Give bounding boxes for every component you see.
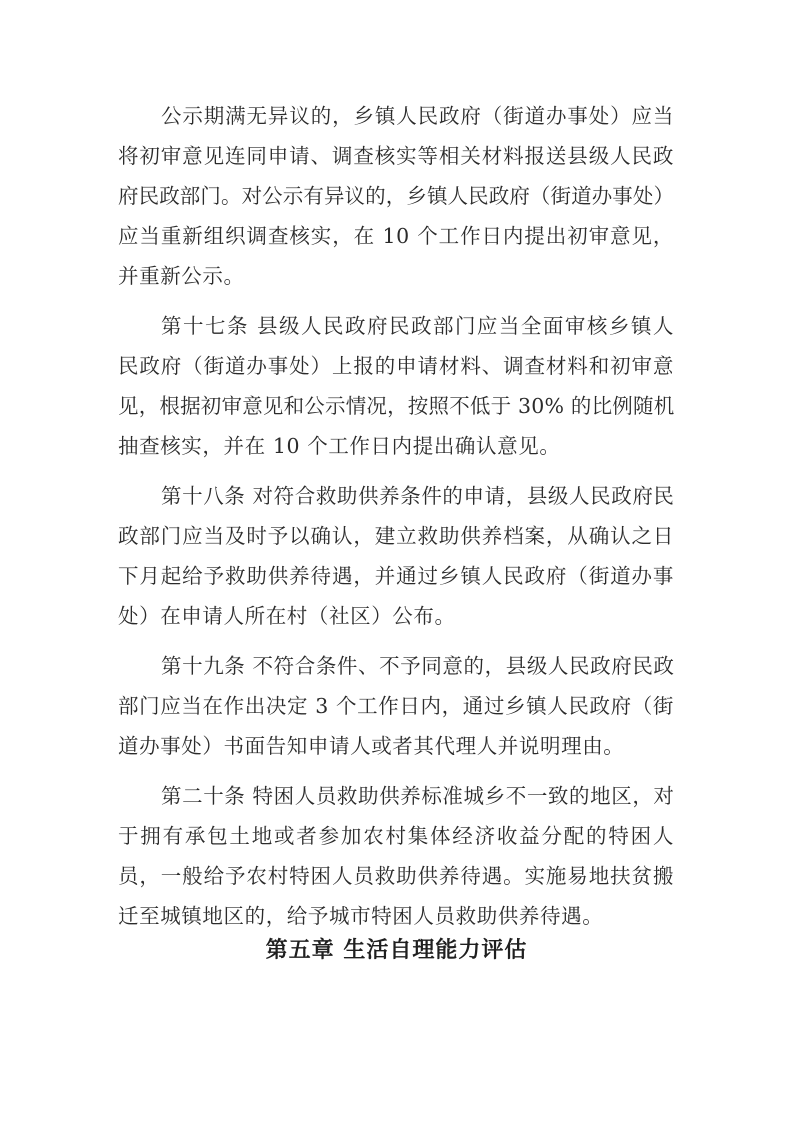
text-line: 应当重新组织调查核实，在 10 个工作日内提出初审意见， [118,224,674,248]
text-line: 第十七条 县级人民政府民政部门应当全面审核乡镇人 [161,314,674,338]
text-line: 政部门应当及时予以确认，建立救助供养档案，从确认之日 [118,524,674,548]
chapter-heading: 第五章 生活自理能力评估 [265,937,528,963]
text-line: 部门应当在作出决定 3 个工作日内，通过乡镇人民政府（街 [118,694,674,718]
text-line: 将初审意见连同申请、调查核实等相关材料报送县级人民政 [118,144,674,168]
text-line: 迁至城镇地区的，给予城市特困人员救助供养待遇。 [118,904,604,928]
text-line: 员，一般给予农村特困人员救助供养待遇。实施易地扶贫搬 [118,864,674,888]
text-line: 并重新公示。 [118,264,245,288]
text-line: 府民政部门。对公示有异议的，乡镇人民政府（街道办事处） [118,184,674,208]
text-line: 见，根据初审意见和公示情况，按照不低于 30% 的比例随机 [118,394,675,418]
text-line: 处）在申请人所在村（社区）公布。 [118,604,456,628]
text-line: 于拥有承包土地或者参加农村集体经济收益分配的特困人 [118,824,674,848]
text-line: 民政府（街道办事处）上报的申请材料、调查材料和初审意 [118,354,674,378]
text-line: 下月起给予救助供养待遇，并通过乡镇人民政府（街道办事 [118,564,674,588]
text-line: 第十八条 对符合救助供养条件的申请，县级人民政府民 [161,484,675,508]
text-line: 第十九条 不符合条件、不予同意的，县级人民政府民政 [161,654,675,678]
text-line: 道办事处）书面告知申请人或者其代理人并说明理由。 [118,734,625,758]
text-line: 抽查核实，并在 10 个工作日内提出确认意见。 [118,434,561,458]
text-line: 公示期满无异议的，乡镇人民政府（街道办事处）应当 [161,104,674,128]
text-line: 第二十条 特困人员救助供养标准城乡不一致的地区，对 [161,784,675,808]
